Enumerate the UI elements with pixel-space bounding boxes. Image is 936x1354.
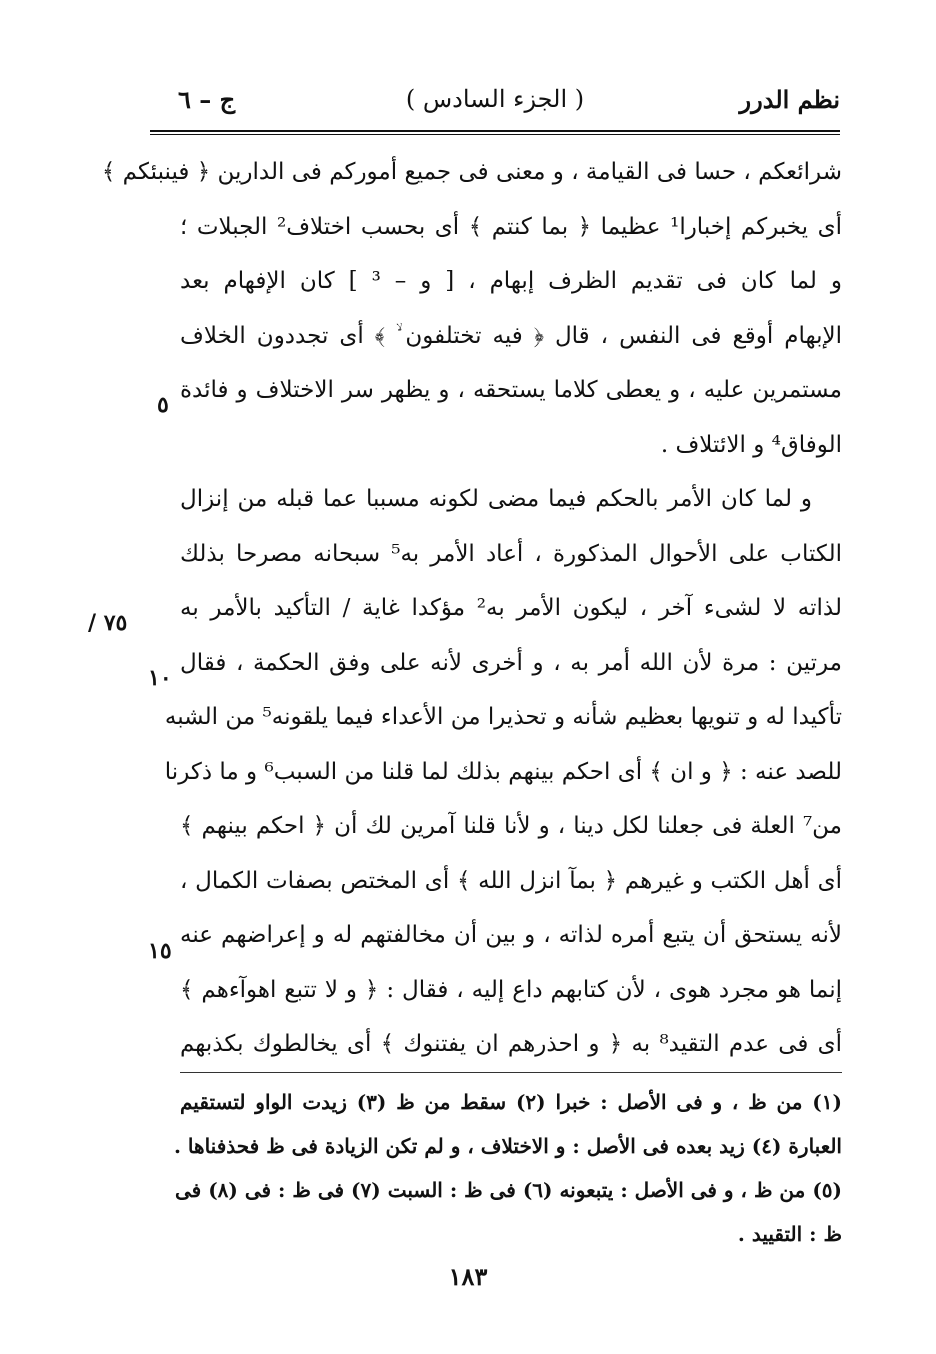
- text-line: لأنه يستحق أن يتبع أمره لذاته ، و بين أن مخالفتهم له و إعراضهم عنه: [180, 922, 842, 948]
- footnotes: [174, 1082, 842, 1258]
- footnote-line: ظ : التقييد .: [737, 1222, 842, 1246]
- text-line: الوفاق⁴ و الائتلاف .: [660, 431, 842, 458]
- line-number-5: ٥: [157, 392, 169, 418]
- text-line: و لما كان فى تقديم الظرف إبهام ، [ و – ³ ] كان الإفهام بعد: [180, 268, 842, 294]
- text-line: مرتين : مرة لأن الله أمر به ، و أخرى لأنه على وفق الحكمة ، فقال: [180, 649, 842, 676]
- text-line: الإبهام أوقع فى النفس ، قال ﴿ فيه تختلفون ۙ ﴾ أى تجددون الخلاف: [180, 322, 842, 349]
- text-line: إنما هو مجرد هوى ، لأن كتابهم داع إليه ، فقال : ﴿ و لا تتبع اهوآءهم ﴾: [180, 976, 842, 1003]
- footnote-line: العبارة (٤) زيد بعده فى الأصل : و الاختلاف ، و لم تكن الزيادة فى ظ فحذفناها .: [174, 1134, 842, 1158]
- text-line: أى يخبركم إخبارا¹ عظيما ﴿ بما كنتم ﴾ أى بحسب اختلاف² الجبلات ؛: [180, 213, 842, 240]
- chapter-label: ج – ٦: [178, 85, 236, 114]
- book-title: نظم الدرر: [739, 85, 840, 114]
- text-line: تأكيدا له و تنويها بعظيم شأنه و تحذيرا من الأعداء فيما يلقونه⁵ من الشبه: [164, 704, 842, 730]
- text-line: الكتاب على الأحوال المذكورة ، أعاد الأمر به⁵ سبحانه مصرحا بذلك: [180, 540, 843, 567]
- text-line: مستمرين عليه ، و يعطى كلاما يستحقه ، و يظهر سر الاختلاف و فائدة: [180, 377, 842, 403]
- footnote-line: (٥) من ظ ، و فى الأصل : يتبعونه (٦) فى ظ : السبت (٧) فى ظ : فى (٨) فى: [175, 1178, 842, 1202]
- text-line: من⁷ العلة فى جعلنا لكل دينا ، و لأنا قلنا آمرين لك أن ﴿ احكم بينهم ﴾: [180, 813, 842, 839]
- text-line: شرائعكم ، حسا فى القيامة ، و معنى فى جميع أموركم فى الدارين ﴿ فينبئكم ﴾: [101, 159, 842, 185]
- header-rule-thin: [150, 134, 840, 135]
- text-line: للصد عنه : ﴿ و ان ﴾ أى احكم بينهم بذلك لما قلنا من السبب⁶ و ما ذكرنا: [164, 758, 842, 785]
- folio-marker: ٧٥ /: [88, 610, 128, 636]
- page-number: ١٨٣: [448, 1262, 488, 1291]
- part-title: ( الجزء السادس ): [405, 85, 585, 113]
- text-line: أى أهل الكتب و غيرهم ﴿ بمآ انزل الله ﴾ أى المختص بصفات الكمال ،: [180, 867, 842, 894]
- text-line: و لما كان الأمر بالحكم فيما مضى لكونه مسببا عما قبله من إنزال: [180, 486, 812, 512]
- footnote-line: (١) من ظ ، و فى الأصل : خبرا (٢) سقط من ظ (٣) زيدت الواو لتستقيم: [180, 1090, 842, 1114]
- footnote-rule: [180, 1072, 842, 1073]
- text-line: لذاته لا لشىء آخر ، ليكون الأمر به² مؤكدا غاية / التأكيد بالأمر به: [180, 595, 843, 621]
- line-number-10: ١٠: [148, 665, 172, 691]
- text-line: أى فى عدم التقيد⁸ به ﴿ و احذرهم ان يفتنوك ﴾ أى يخالطوك بكذبهم: [180, 1031, 843, 1057]
- running-header: [150, 85, 840, 125]
- line-number-15: ١٥: [148, 938, 172, 964]
- header-rule: [150, 130, 840, 132]
